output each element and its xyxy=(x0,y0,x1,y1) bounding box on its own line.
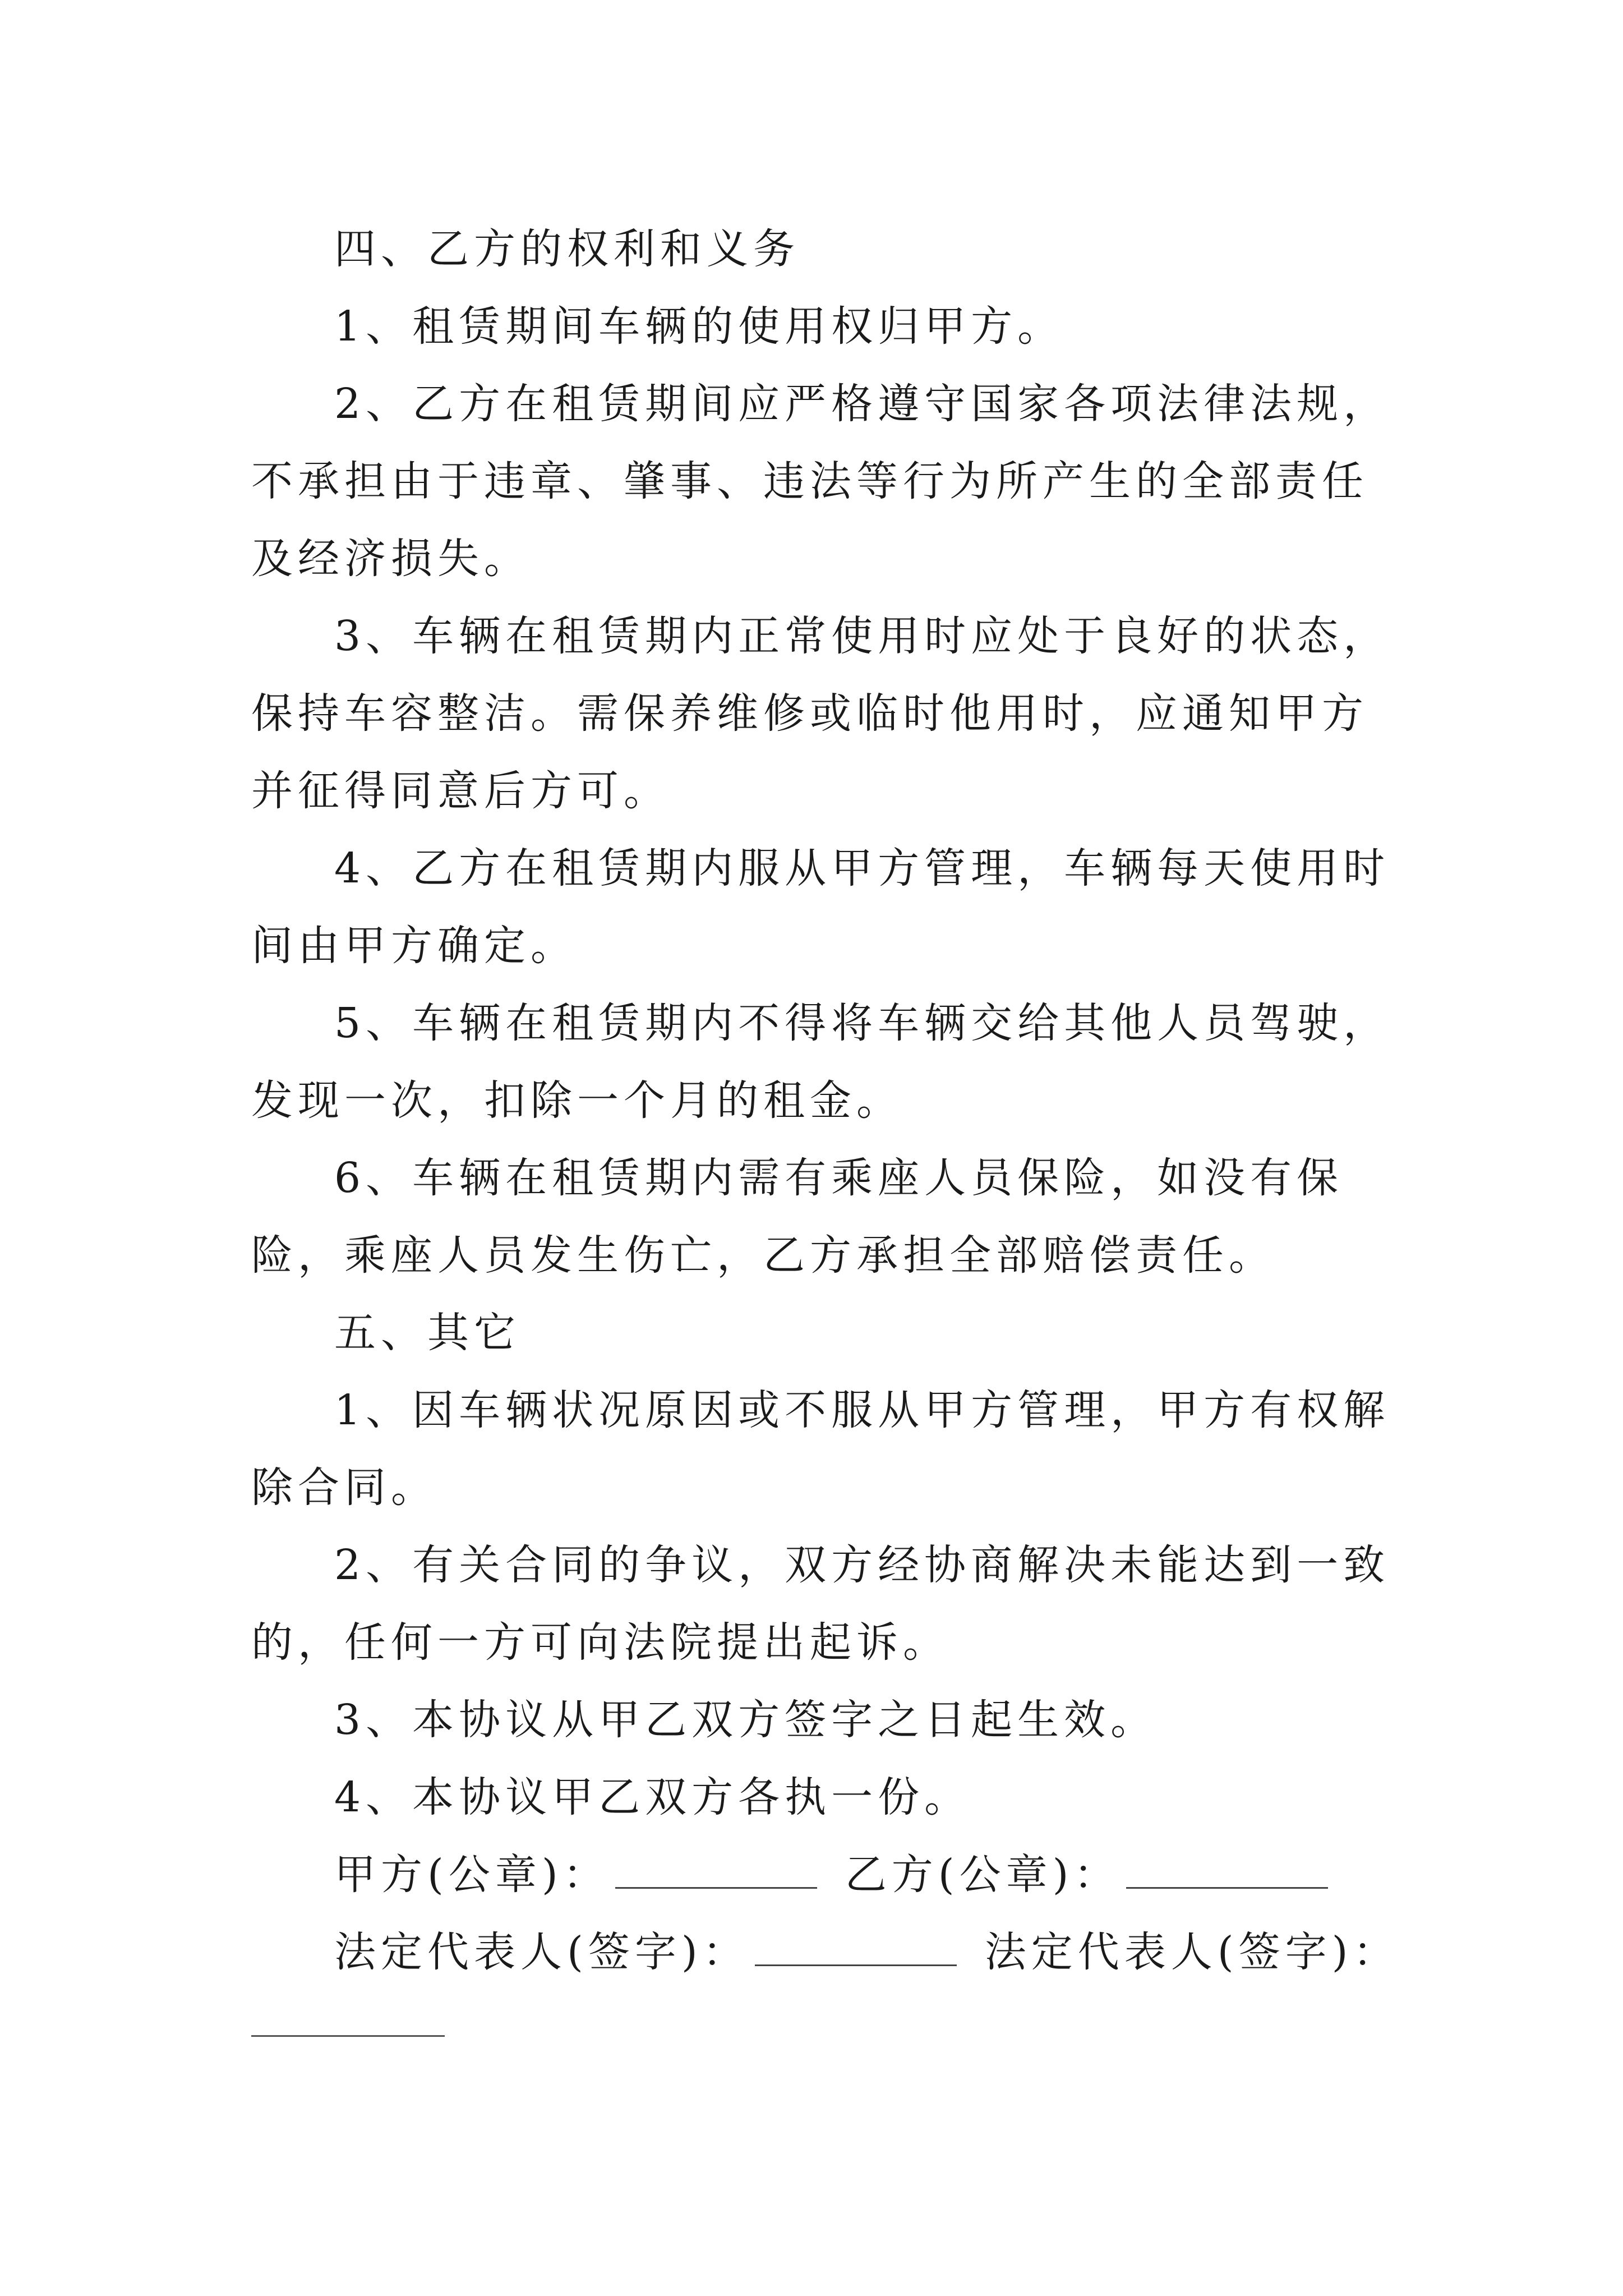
contract-body xyxy=(251,210,1401,1991)
clause-paragraph: 5、车辆在租赁期内不得将车辆交给其他人员驾驶，发现一次，扣除一个月的租金。 xyxy=(251,999,1390,1125)
clause-paragraph: 1、租赁期间车辆的使用权归甲方。 xyxy=(334,302,1064,351)
party-a-seal-label: 甲方(公章)： xyxy=(334,1851,610,1899)
section-heading-rights: 四、乙方的权利和义务 xyxy=(334,225,800,273)
clause-paragraph: 4、乙方在租赁期内服从甲方管理，车辆每天使用时间由甲方确定。 xyxy=(251,844,1390,970)
party-b-rep-label: 法定代表人(签字)： xyxy=(984,1928,1400,1976)
seal-signature-line xyxy=(251,1836,1401,1913)
party-b-rep-blank xyxy=(251,2035,445,2037)
clause-paragraph: 2、有关合同的争议，双方经协商解决未能达到一致的，任何一方可向法院提出起诉。 xyxy=(251,1541,1390,1667)
section-heading-other: 五、其它 xyxy=(334,1309,520,1357)
representative-signature-line xyxy=(251,1913,1401,1991)
party-a-rep-label: 法定代表人(签字)： xyxy=(334,1928,749,1976)
party-b-seal-label: 乙方(公章)： xyxy=(845,1851,1121,1899)
clause-paragraph: 3、车辆在租赁期内正常使用时应处于良好的状态，保持车容整洁。需保养维修或临时他用时，应通知甲方并征得同意后方可。 xyxy=(251,612,1390,815)
party-a-seal-blank xyxy=(615,1853,817,1889)
clause-paragraph: 6、车辆在租赁期内需有乘座人员保险，如没有保险，乘座人员发生伤亡，乙方承担全部赔偿责任。 xyxy=(251,1154,1344,1280)
clause-paragraph: 1、因车辆状况原因或不服从甲方管理，甲方有权解除合同。 xyxy=(251,1386,1390,1512)
clause-paragraph: 3、本协议从甲乙双方签字之日起生效。 xyxy=(334,1696,1158,1744)
party-a-rep-blank xyxy=(755,1931,957,1966)
clause-paragraph: 2、乙方在租赁期间应严格遵守国家各项法律法规，不承担由于违章、肇事、违法等行为所产生的全部责任及经济损失。 xyxy=(251,380,1390,583)
party-b-seal-blank xyxy=(1126,1853,1328,1889)
clause-paragraph: 4、本协议甲乙双方各执一份。 xyxy=(334,1773,971,1821)
